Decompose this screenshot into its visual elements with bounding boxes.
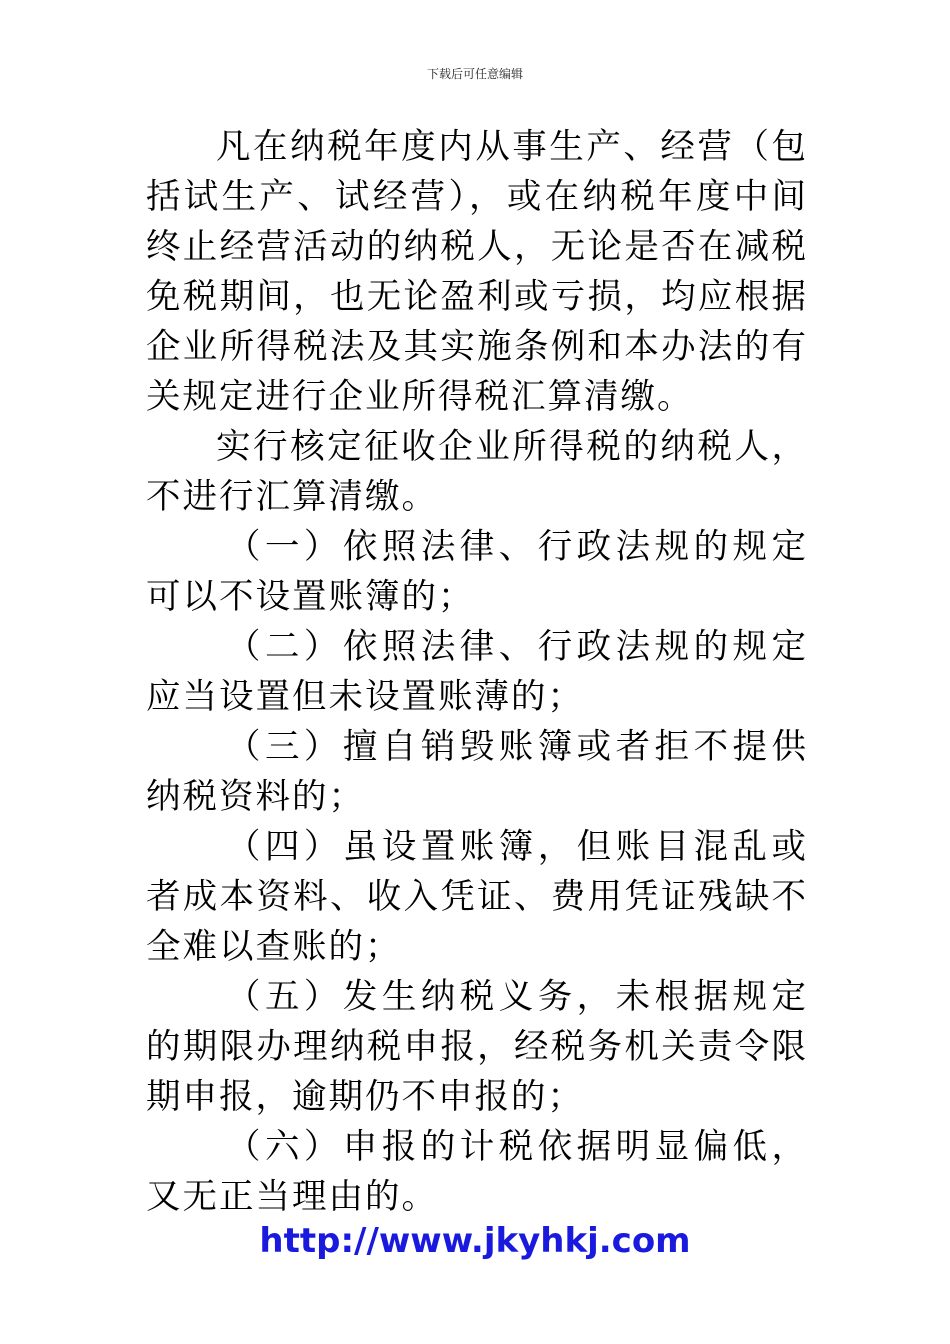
page-header-note: 下载后可任意编辑	[426, 67, 523, 81]
list-item-1: （一）依照法律、行政法规的规定可以不设置账簿的；	[146, 527, 808, 617]
list-item-4: （四）虽设置账簿，但账目混乱或者成本资料、收入凭证、费用凭证残缺不全难以查账的；	[146, 827, 808, 967]
list-item-5: （五）发生纳税义务，未根据规定的期限办理纳税申报，经税务机关责令限期申报，逾期仍不申报的；	[146, 977, 808, 1117]
paragraph-annual-settlement: 凡在纳税年度内从事生产、经营（包括试生产、试经营），或在纳税年度中间终止经营活动的纳税人，无论是否在减税免税期间，也无论盈利或亏损，均应根据企业所得税法及其实施条例和本办法的有关规定进行企业所得税汇算清缴。	[146, 127, 808, 417]
document-body	[146, 122, 808, 1222]
paragraph-assessed-collection: 实行核定征收企业所得税的纳税人，不进行汇算清缴。	[146, 427, 808, 517]
website-link[interactable]: http://www.jkyhkj.com	[259, 1221, 691, 1261]
list-item-2: （二）依照法律、行政法规的规定应当设置但未设置账薄的；	[146, 627, 808, 717]
list-item-6: （六）申报的计税依据明显偏低，又无正当理由的。	[146, 1127, 808, 1217]
list-item-3: （三）擅自销毁账簿或者拒不提供纳税资料的；	[146, 727, 808, 817]
